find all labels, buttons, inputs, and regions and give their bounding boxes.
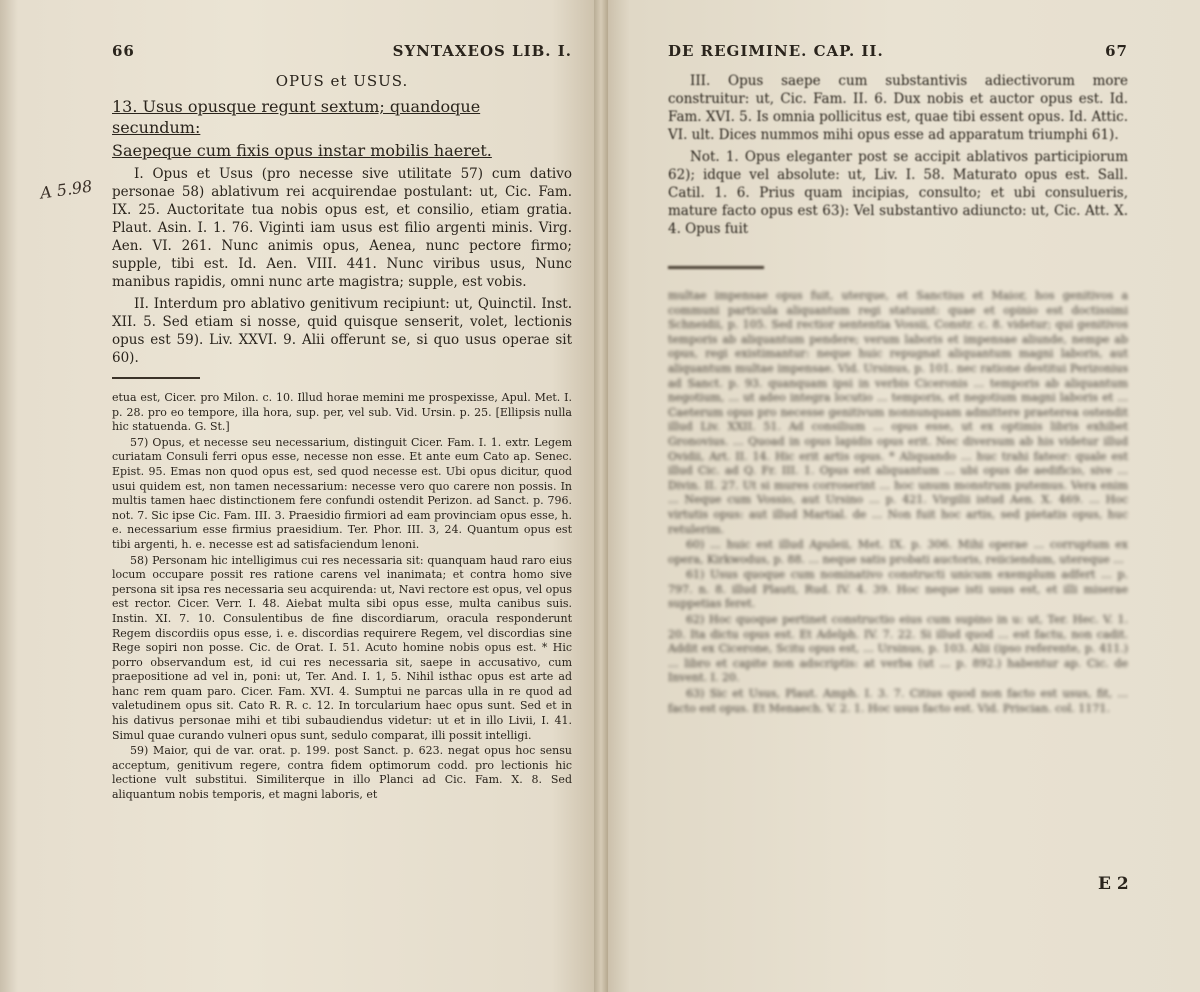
footnote: 59) Maior, qui de var. orat. p. 199. post Sanct. p. 623. negat opus hoc sensu acceptum, genitivum regere, contra fidem optimorum codd. pro lectionis hic lectione vult substitui. Similiterque in illo Planci ad Cic. Fam. X. 8. Sed aliquantum nobis temporis, et magni laboris, et [112, 744, 572, 802]
paragraph-1: I. Opus et Usus (pro necesse sive utilitate 57) cum dativo personae 58) ablativum rei acquirendae postulant: ut, Cic. Fam. IX. 25. Auctoritate tua nobis opus est, et consilio, etiam gratia. Plaut. Asin. I. 1. 76. Viginti iam usus est filio argenti minis. Virg. Aen. VI. 261. Nunc animis opus, Aenea, nunc pectore firmo; supple, tibi est. Id. Aen. VIII. 441. Nunc viribus usus, Nunc manibus rapidis, omni nunc arte magistra; supple, est vobis. [112, 166, 572, 290]
running-head-right: DE REGIMINE. CAP. II. [668, 42, 884, 60]
rule-heading-1: 13. Usus opusque regunt sextum; quandoque secundum: [112, 97, 481, 137]
footnote: etua est, Cicer. pro Milon. c. 10. Illud horae memini me prospexisse, Apul. Met. I. p. 28. pro eo tempore, illa hora, sup. per, vel sub. Vid. Ursin. p. 25. [Ellipsis nulla hic statuenda. G. St.] [112, 391, 572, 434]
footnote-separator [112, 377, 200, 379]
rule-heading-2: Saepeque cum fixis opus instar mobilis haeret. [112, 141, 492, 160]
right-running-head [668, 42, 1128, 60]
paragraph-2: II. Interdum pro ablativo genitivum recipiunt: ut, Quinctil. Inst. XII. 5. Sed etiam si nosse, quid quisque senserit, volet, lectionis opus est 59). Liv. XXVI. 9. Alii offerunt se, si quo usus operae sit 60). [112, 296, 572, 366]
page-number-right: 67 [1105, 42, 1128, 60]
paragraph-4: Not. 1. Opus eleganter post se accipit ablativos participiorum 62); idque vel absolute: ut, Liv. I. 58. Maturato opus est. Sall. Catil. 1. 6. Prius quam incipias, consulto; et ubi consulueris, mature facto opus est 63): Vel substantivo adiuncto: ut, Cic. Att. X. 4. Opus fuit [668, 149, 1128, 237]
section-title: OPUS et USUS. [275, 72, 409, 90]
footnote: 58) Personam hic intelligimus cui res necessaria sit: quanquam haud raro eius locum occupare possit res ratione carens vel inanimata; et contra homo sive persona sit ipsa res necessaria seu acquirenda: ut, Navi rectore est opus, vel opus est rector. Cicer. Verr. I. 48. Aiebat multa sibi opus esse, multa canibus suis. Instin. XI. 7. 10. Consulentibus de fine discordiarum, oracula responderunt Regem discordiis opus esse, i. e. discordias requirere Regem, vel discordias sine Rege sopiri non posse. Cic. de Orat. I. 51. Acuto homine nobis opus est. * Hic porro observandum est, id cui res necessaria sit, saepe in accusativo, cum praepositione ad vel in, poni: ut, Ter. And. I. 1, 5. Nihil isthac opus est arte ad hanc rem quam paro. Cicer. Fam. XVI. 4. Sumptui ne parcas ulla in re quod ad valetudinem opus sit. Cato R. R. c. 12. In torcularium haec opus sunt. Sed et in his dativus personae mihi et tibi subaudiendus videtur: ut et in illo Livii, I. 41. Simul quae curando vulneri opus sunt, sedulo comparat, illi possit intelligi. [112, 553, 572, 742]
footnote: 57) Opus, et necesse seu necessarium, distinguit Cicer. Fam. I. 1. extr. Legem curiatam Consuli ferri opus esse, necesse non esse. Et ante eum Cato ap. Senec. Epist. 95. Emas non quod opus est, sed quod necesse est. Ubi opus dicitur, quod usui quidem est, non tamen necessarium: necesse vero quo carere non possis. In multis tamen haec distinctionem fere confundi ostendit Perizon. ad Sanct. p. 796. not. 7. Sic ipse Cic. Fam. III. 3. Praesidio firmiori ad eam provinciam opus esse, h. e. necessarium esse firmius praesidium. Ter. Phor. III. 3, 24. Quantum opus est tibi argenti, h. e. necesse est ad satisfaciendum lenoni. [112, 435, 572, 551]
footnote-separator-right [668, 266, 764, 269]
footnote: 62) Hoc quoque pertinet constructio eius cum supino in u: ut, Ter. Hec. V. 1. 20. Ita dictu opus est. Et Adelph. IV. 7. 22. Si illud quod ... est factu, non cadit. Addit ex Cicerone, Scitu opus est, ... Ursinus, p. 103. Alii (ipso referente, p. 411.) ... libro et capite non adscriptis: at verba (ut ... p. 892.) habentur ap. Cic. de Invent. I. 20. [668, 613, 1128, 685]
page-number-left: 66 [112, 42, 135, 60]
footnote: 63) Sic et Usus, Plaut. Amph. I. 3. 7. Citius quod non facto est usus, fit, ... facto est opus. Et Menaech. V. 2. 1. Hoc usus facto est. Vid. Priscian. col. 1171. [668, 687, 1128, 715]
right-page-content [668, 42, 1128, 717]
running-head-left: SYNTAXEOS LIB. I. [392, 42, 572, 60]
footnote: multae impensae opus fuit, uterque, et Sanctius et Maior, hos genitivos a communi particula aliquantum regi statuunt: quae et opinio est doctissimi Schneidii, p. 105. Sed rectior sententia Vossii, Constr. c. 8. videtur; qui genitivos temporis ab aliquantum pendere; verum laboris et impensae aliunde, nempe ab opus, regi existimantur: neque huic repugnat aliquantum magni laboris, aut aliquantum multae impensae. Vid. Ursinus, p. 101. nec ratione destitui Perizonius ad Sanct. p. 93. quanquam ipsi in verbis Ciceronis ... temporis ab aliquantum negotium, ... ut adeo integra locutio ... temporis, et negotium magni laboris et ... Caeterum opus pro necesse genitivum nonnunquam admittere praeterea ostendit illud Liv. XXII. 51. Ad consilium ... opus esse, ut ex optimis libris exhibet Gronovius. ... Quoad in opus lapidis opus erit. Nec diversum ab his videtur illud Ovidii, Art. II. 14. Hic erit artis opus. * Aliquando ... huc trahi fateor: quale est illud Cic. ad Q. Fr. III. 1. Opus est aliquantum ... ubi opus de aedificio, sive ... Divin. II. 27. Ut si mures corroserint ... hoc unum monstrum putemus. Vera enim ... Neque cum Vossio, aut Ursino ... p. 421. Virgilii istud Aen. X. 469. ... Hoc virtutis opus: aut illud Martial. de ... Non fuit hoc artis, sed pietatis opus, huc retulerim. [668, 289, 1128, 536]
paragraph-3: III. Opus saepe cum substantivis adiectivorum more construitur: ut, Cic. Fam. II. 6. Dux nobis et auctor opus est. Id. Fam. XVI. 5. Is omnia pollicitus est, quae tibi essent opus. Id. Attic. VI. ult. Dices nummos mihi opus esse ad apparatum triumphi 61). [668, 73, 1128, 143]
left-page-content [112, 42, 572, 804]
left-running-head [112, 42, 572, 60]
footnote: 60) ... huic est illud Apuleii, Met. IX. p. 306. Mihi operae ... corruptum ex opera, Kirkwodus, p. 88. ... neque satis probati auctoris, reiiciendum, utereque ... [668, 538, 1128, 566]
signature-mark: E 2 [1098, 874, 1129, 894]
book-gutter [594, 0, 608, 992]
handwritten-margin-note: A 5.98 [38, 176, 94, 203]
footnote: 61) Usus quoque cum nominativo constructi unicum exemplum adfert ... p. 797. n. 8. illud Plauti, Rud. IV. 4. 39. Hoc neque isti usus est, et illi miserae suppetias feret. [668, 568, 1128, 611]
